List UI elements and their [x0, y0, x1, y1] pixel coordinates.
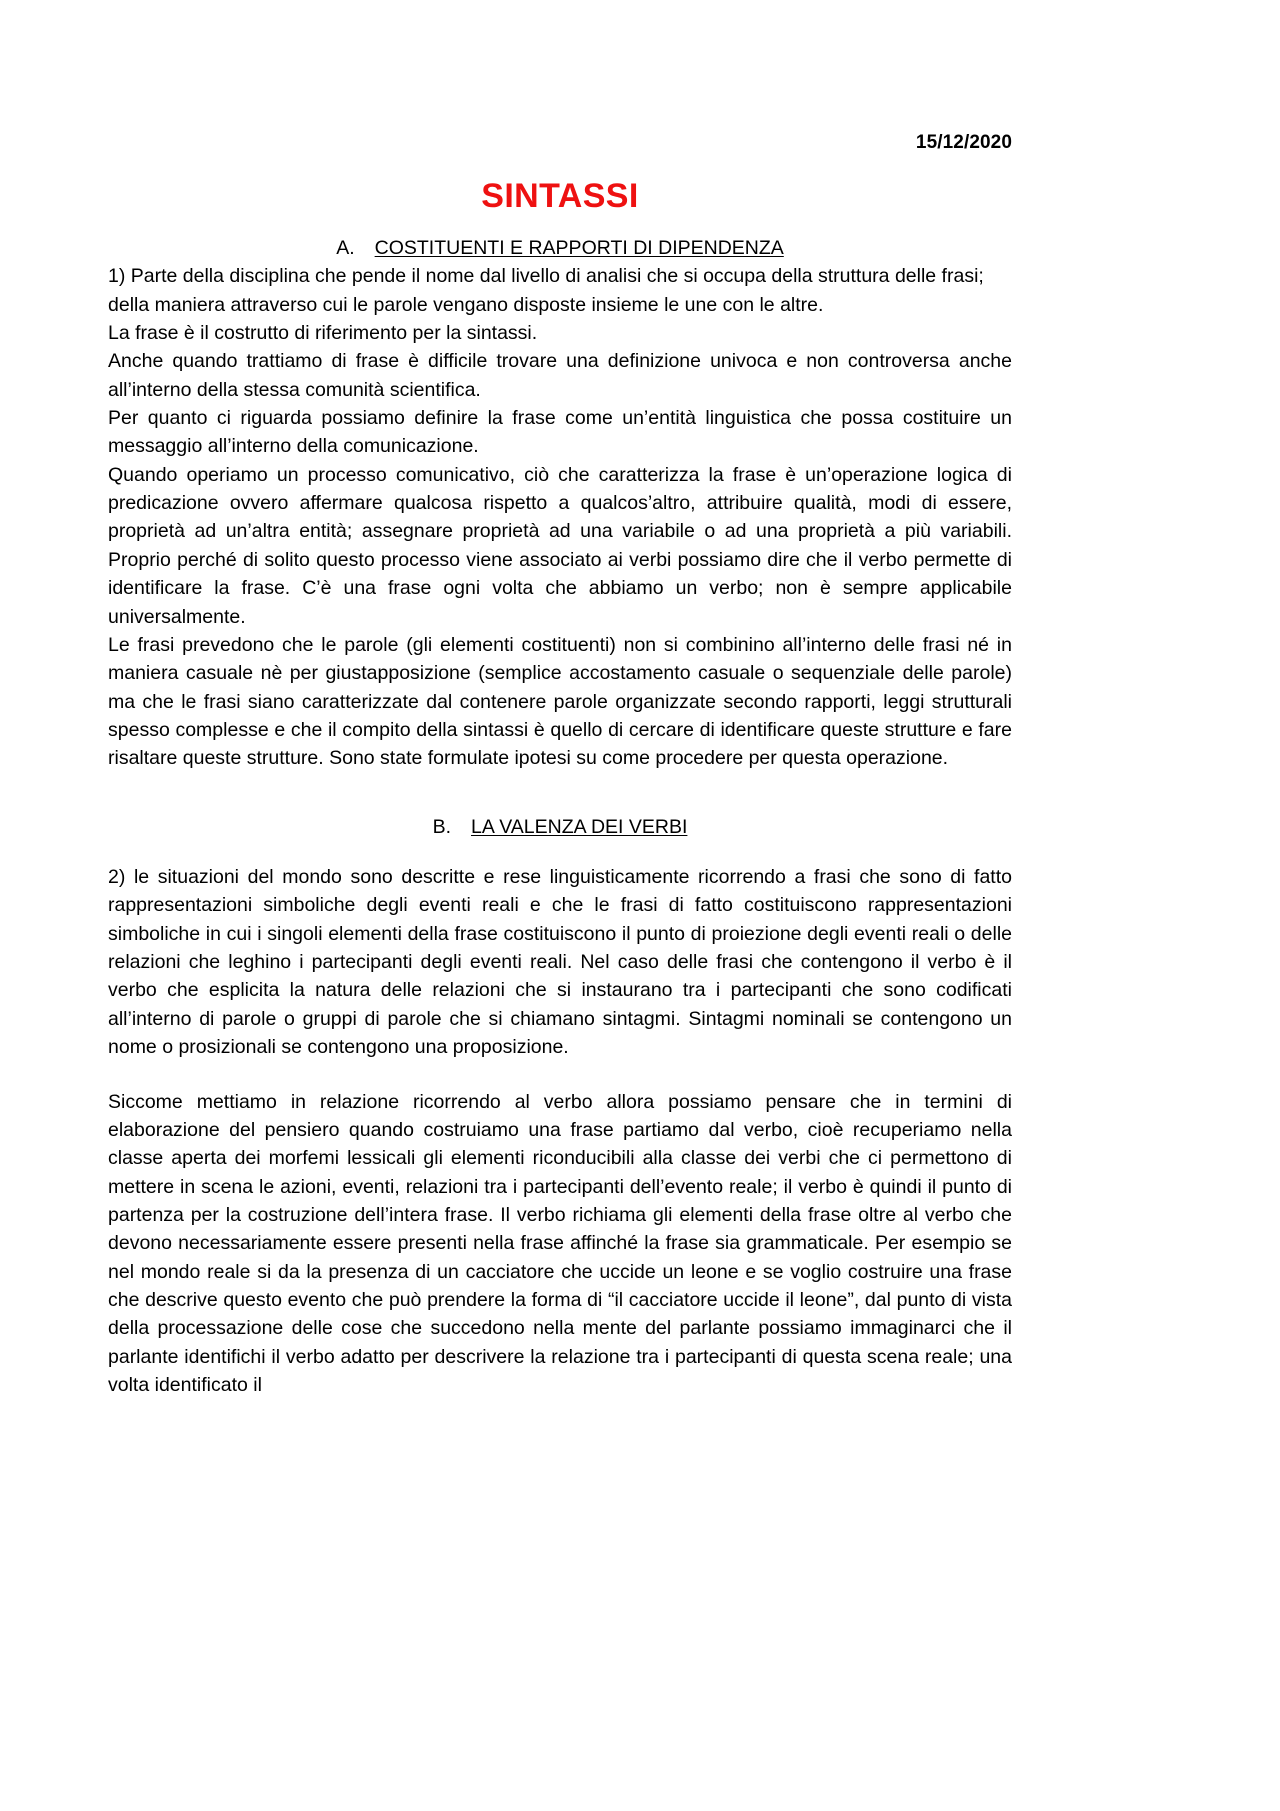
paragraph-1-2: La frase è il costrutto di riferimento per la sintassi. [108, 321, 538, 344]
section-heading-b [108, 813, 1012, 841]
spacer-after-section-b [108, 841, 1012, 863]
paragraph-1-1: 1) Parte della disciplina che pende il nome dal livello di analisi che si occupa della struttura delle frasi; della maniera attraverso cui le parole vengano disposte insieme le une con le altre. [108, 265, 984, 316]
paragraph-1-4: Per quanto ci riguarda possiamo definire la frase come un’entità linguistica che possa costituire un messaggio all’interno della comunicazione. [108, 407, 1012, 458]
document-content [108, 0, 1012, 1399]
paragraph-1-6: Le frasi prevedono che le parole (gli elementi costituenti) non si combinino all’interno delle frasi né in maniera casuale nè per giustapposizione (semplice accostamento casuale o sequenziale delle parole) ma che le frasi siano caratterizzate dal contenere parole organizzate secondo rapporti, leggi strutturali spesso complesse e che il compito della sintassi è quello di cercare di identificare queste strutture e fare risaltare queste strutture. Sono state formulate ipotesi su come procedere per questa operazione. [108, 633, 1012, 770]
document-title: SINTASSI [481, 176, 639, 215]
paragraph-1-5: Quando operiamo un processo comunicativo, ciò che caratterizza la frase è un’operazione logica di predicazione ovvero affermare qualcosa rispetto a qualcos’altro, attribuire qualità, modi di essere, proprietà ad un’altra entità; assegnare proprietà ad una variabile o ad una proprietà a più variabili. Proprio perché di solito questo processo viene associato ai verbi possiamo dire che il verbo permette di identificare la frase. C’è una frase ogni volta che abbiamo un verbo; non è sempre applicabile universalmente. [108, 463, 1012, 628]
section-title-a: COSTITUENTI E RAPPORTI DI DIPENDENZA [374, 236, 784, 259]
section-heading-a [108, 234, 1012, 262]
document-date: 15/12/2020 [915, 132, 1012, 153]
section-letter-b: B. [432, 815, 452, 838]
paragraph-2-1: 2) le situazioni del mondo sono descritte e rese linguisticamente ricorrendo a frasi che sono di fatto rappresentazioni simboliche degli eventi reali e che le frasi di fatto costituiscono rappresentazioni simboliche in cui i singoli elementi della frase costituiscono il punto di proiezione degli eventi reali o delle relazioni che leghino i partecipanti degli eventi reali. Nel caso delle frasi che contengono il verbo è il verbo che esplicita la natura delle relazioni che si instaurano tra i partecipanti che sono codificati all’interno di parole o gruppi di parole che si chiamano sintagmi. Sintagmi nominali se contengono un nome o prosizionali se contengono una proposizione. [108, 865, 1012, 1059]
section-letter-a: A. [336, 236, 355, 259]
paragraph-1-3: Anche quando trattiamo di frase è difficile trovare una definizione univoca e non controversa anche all’interno della stessa comunità scientifica. [108, 350, 1012, 401]
spacer-between-paragraphs [108, 1062, 1012, 1088]
section-title-b: LA VALENZA DEI VERBI [471, 815, 688, 838]
paragraph-2-2: Siccome mettiamo in relazione ricorrendo al verbo allora possiamo pensare che in termini di elaborazione del pensiero quando costruiamo una frase partiamo dal verbo, cioè recuperiamo nella classe aperta dei morfemi lessicali gli elementi riconducibili alla classe dei verbi che ci permettono di mettere in scena le azioni, eventi, relazioni tra i partecipanti dell’evento reale; il verbo è quindi il punto di partenza per la costruzione dell’intera frase. Il verbo richiama gli elementi della frase oltre al verbo che devono necessariamente essere presenti nella frase affinché la frase sia grammaticale. Per esempio se nel mondo reale si da la presenza di un cacciatore che uccide un leone e se voglio costruire una frase che descrive questo evento che può prendere la forma di “il cacciatore uccide il leone”, dal punto di vista della processazione delle cose che succedono nella mente del parlante possiamo immaginarci che il parlante identifichi il verbo adatto per descrivere la relazione tra i partecipanti di questa scena reale; una volta identificato il [108, 1090, 1012, 1397]
